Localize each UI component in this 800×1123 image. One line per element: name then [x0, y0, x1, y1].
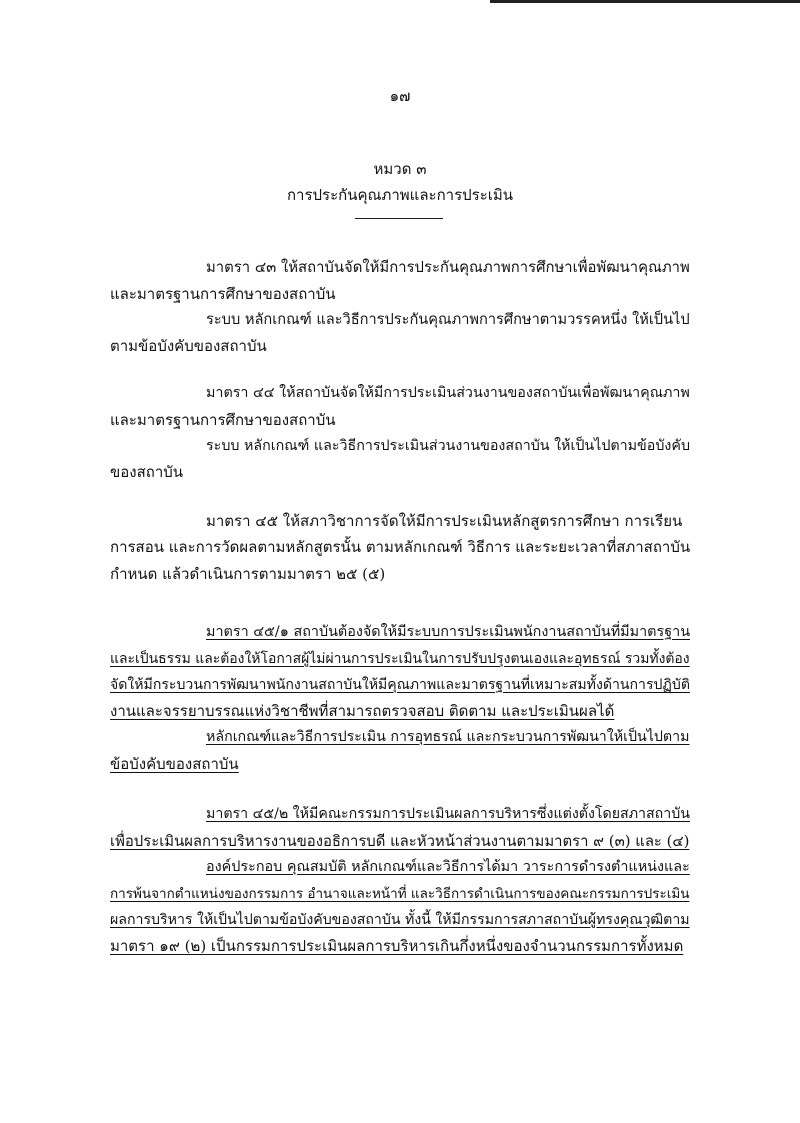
title-divider: [355, 218, 443, 219]
section-44-line-4: ของสถาบัน: [110, 463, 184, 481]
section-45-2-line-2: เพื่อประเมินผลการบริหารงานของอธิการบดี และหัวหน้าส่วนงานตามมาตรา ๙ (๓) และ (๔): [110, 832, 690, 850]
section-44-line-1: มาตรา ๔๔ ให้สถาบันจัดให้มีการประเมินส่วนงานของสถาบันเพื่อพัฒนาคุณภาพ: [206, 385, 690, 401]
section-45-2-line-4: การพ้นจากตำแหน่งของกรรมการ อำนาจและหน้าที่ และวิธีการดำเนินการของคณะกรรมการประเมิน: [110, 886, 690, 902]
section-45-1-line-5: หลักเกณฑ์และวิธีการประเมิน การอุทธรณ์ และกระบวนการพัฒนาให้เป็นไปตาม: [206, 729, 690, 745]
section-43-line-2: และมาตรฐานการศึกษาของสถาบัน: [110, 285, 336, 303]
section-44-line-3: ระบบ หลักเกณฑ์ และวิธีการประเมินส่วนงานของสถาบัน ให้เป็นไปตามข้อบังคับ: [206, 438, 690, 454]
section-45-line-2: การสอน และการวัดผลตามหลักสูตรนั้น ตามหลักเกณฑ์ วิธีการ และระยะเวลาที่สภาสถาบัน: [110, 538, 691, 556]
section-43-line-3: ระบบ หลักเกณฑ์ และวิธีการประกันคุณภาพการศึกษาตามวรรคหนึ่ง ให้เป็นไป: [206, 311, 690, 328]
section-45-line-3: กำหนด แล้วดำเนินการตามมาตรา ๒๕ (๕): [110, 565, 386, 583]
section-45-1-line-3: จัดให้มีกระบวนการพัฒนาพนักงานสถาบันให้มีคุณภาพและมาตรฐานที่เหมาะสมทั้งด้านการปฏิบัติ: [110, 677, 690, 693]
section-44-line-2: และมาตรฐานการศึกษาของสถาบัน: [110, 411, 336, 429]
section-45-2-line-1: มาตรา ๔๕/๒ ให้มีคณะกรรมการประเมินผลการบริหารซึ่งแต่งตั้งโดยสภาสถาบัน: [206, 806, 690, 822]
chapter-title: หมวด ๓: [373, 160, 427, 178]
section-45-2-line-6: มาตรา ๑๙ (๒) เป็นกรรมการประเมินผลการบริหารเกินกึ่งหนึ่งของจำนวนกรรมการทั้งหมด: [110, 937, 684, 955]
section-45-2-line-3: องค์ประกอบ คุณสมบัติ หลักเกณฑ์และวิธีการได้มา วาระการดำรงตำแหน่งและ: [206, 859, 690, 875]
section-43-line-1: มาตรา ๔๓ ให้สถาบันจัดให้มีการประกันคุณภาพการศึกษาเพื่อพัฒนาคุณภาพ: [206, 258, 690, 276]
chapter-subtitle: การประกันคุณภาพและการประเมิน: [286, 186, 514, 204]
section-45-1-line-2: และเป็นธรรม และต้องให้โอกาสผู้ไม่ผ่านการประเมินในการปรับปรุงตนเองและอุทธรณ์ รวมทั้งต้อง: [110, 651, 690, 667]
page-number: ๑๗: [389, 87, 411, 105]
section-45-1-line-4: งานและจรรยาบรรณแห่งวิชาชีพที่สามารถตรวจสอบ ติดตาม และประเมินผลได้: [110, 702, 615, 720]
section-45-1-line-1: มาตรา ๔๕/๑ สถาบันต้องจัดให้มีระบบการประเมินพนักงานสถาบันที่มีมาตรฐาน: [206, 624, 691, 640]
section-43-line-4: ตามข้อบังคับของสถาบัน: [110, 337, 267, 355]
scan-top-edge: [490, 0, 800, 3]
section-45-line-1: มาตรา ๔๕ ให้สภาวิชาการจัดให้มีการประเมินหลักสูตรการศึกษา การเรียน: [206, 512, 683, 530]
section-45-2-line-5: ผลการบริหาร ให้เป็นไปตามข้อบังคับของสถาบัน ทั้งนี้ ให้มีกรรมการสภาสถาบันผู้ทรงคุณวุฒิตาม: [110, 912, 690, 928]
section-45-1-line-6: ข้อบังคับของสถาบัน: [110, 755, 239, 773]
